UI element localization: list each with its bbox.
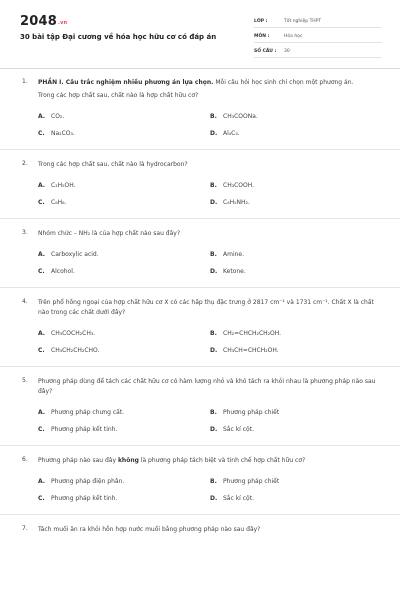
option-text: Alcohol. bbox=[51, 268, 75, 275]
meta-row-class bbox=[254, 15, 382, 28]
option-letter: A. bbox=[38, 409, 46, 416]
answer-options bbox=[38, 478, 380, 502]
question-text-post: là phương pháp tách biệt và tinh chế hợp chất hữu cơ? bbox=[138, 457, 306, 464]
option-letter: A. bbox=[38, 251, 46, 258]
option-b[interactable] bbox=[210, 182, 382, 189]
option-letter: B. bbox=[210, 113, 217, 120]
option-d[interactable] bbox=[210, 268, 382, 275]
option-text: Al₄C₃. bbox=[223, 130, 240, 137]
header-divider bbox=[0, 68, 400, 69]
option-letter: C. bbox=[38, 268, 45, 275]
question-number: 1. bbox=[22, 78, 28, 85]
option-letter: A. bbox=[38, 113, 46, 120]
logo-suffix: .vn bbox=[57, 20, 68, 26]
question-6 bbox=[0, 456, 400, 502]
question-text: Trên phổ hồng ngoại của hợp chất hữu cơ X có các hấp thụ đặc trưng ở 2817 cm⁻¹ và 1731 cm⁻¹. Chất X là chất nào trong các chất dưới đây? bbox=[38, 299, 374, 316]
option-text: Sắc kí cột. bbox=[223, 495, 254, 502]
question-list bbox=[0, 78, 400, 535]
document-meta bbox=[254, 15, 382, 60]
answer-options bbox=[38, 251, 380, 275]
question-number: 4. bbox=[22, 298, 28, 305]
option-letter: C. bbox=[38, 199, 45, 206]
question-3 bbox=[0, 229, 400, 275]
question-number: 2. bbox=[22, 160, 28, 167]
option-d[interactable] bbox=[210, 426, 382, 433]
meta-label: MÔN : bbox=[254, 33, 270, 39]
option-letter: B. bbox=[210, 409, 217, 416]
section-heading: PHẦN I. Câu trắc nghiệm nhiều phương án lựa chọn. bbox=[38, 79, 214, 86]
option-letter: C. bbox=[38, 495, 45, 502]
option-letter: C. bbox=[38, 130, 45, 137]
site-logo[interactable] bbox=[20, 14, 66, 29]
option-letter: D. bbox=[210, 268, 218, 275]
option-a[interactable] bbox=[38, 182, 210, 189]
option-text: Phương pháp kết tinh. bbox=[51, 426, 118, 433]
option-a[interactable] bbox=[38, 251, 210, 258]
option-letter: D. bbox=[210, 130, 218, 137]
option-a[interactable] bbox=[38, 478, 210, 485]
option-a[interactable] bbox=[38, 330, 210, 337]
option-d[interactable] bbox=[210, 199, 382, 206]
question-text: Nhóm chức – NH₂ là của hợp chất nào sau đây? bbox=[38, 230, 180, 237]
option-text: CH₃COONa. bbox=[223, 113, 258, 120]
question-7 bbox=[0, 525, 400, 535]
question-number: 5. bbox=[22, 377, 28, 384]
option-text: CO₂. bbox=[51, 113, 65, 120]
question-separator bbox=[0, 514, 400, 515]
question-2 bbox=[0, 160, 400, 206]
question-separator bbox=[0, 287, 400, 288]
question-separator bbox=[0, 366, 400, 367]
option-b[interactable] bbox=[210, 113, 382, 120]
section-instruction: Mỗi câu hỏi học sinh chỉ chọn một phương án. bbox=[213, 79, 354, 86]
question-text: Trong các hợp chất sau, chất nào là hydrocarbon? bbox=[38, 161, 188, 168]
option-text: C₆H₅NH₂. bbox=[223, 199, 250, 206]
question-number: 3. bbox=[22, 229, 28, 236]
option-text: Ketone. bbox=[223, 268, 246, 275]
question-separator bbox=[0, 445, 400, 446]
question-1 bbox=[0, 78, 400, 137]
option-letter: B. bbox=[210, 251, 217, 258]
question-number: 7. bbox=[22, 525, 28, 532]
option-text: CH₃CH₂CH₂CHO. bbox=[51, 347, 100, 354]
option-c[interactable] bbox=[38, 130, 210, 137]
option-b[interactable] bbox=[210, 330, 382, 337]
option-b[interactable] bbox=[210, 251, 382, 258]
option-c[interactable] bbox=[38, 347, 210, 354]
option-text: C₆H₆. bbox=[51, 199, 67, 206]
answer-options bbox=[38, 409, 380, 433]
option-text: Phương pháp chiết bbox=[223, 409, 280, 416]
question-text bbox=[38, 456, 380, 466]
option-text: C₂H₅OH. bbox=[51, 182, 76, 189]
option-letter: D. bbox=[210, 495, 218, 502]
question-4 bbox=[0, 298, 400, 354]
option-text: Phương pháp chiết bbox=[223, 478, 280, 485]
option-c[interactable] bbox=[38, 199, 210, 206]
option-text: CH₃COCH₂CH₃. bbox=[51, 330, 96, 337]
document-title: 30 bài tập Đại cương về hóa học hữu cơ có đáp án bbox=[20, 33, 217, 41]
option-letter: B. bbox=[210, 478, 217, 485]
meta-value: Tốt nghiệp THPT bbox=[284, 18, 322, 24]
answer-options bbox=[38, 113, 380, 137]
answer-options bbox=[38, 330, 380, 354]
option-a[interactable] bbox=[38, 113, 210, 120]
option-letter: B. bbox=[210, 330, 217, 337]
option-d[interactable] bbox=[210, 130, 382, 137]
option-a[interactable] bbox=[38, 409, 210, 416]
option-text: Phương pháp điện phân. bbox=[51, 478, 125, 485]
option-letter: C. bbox=[38, 426, 45, 433]
option-letter: B. bbox=[210, 182, 217, 189]
question-separator bbox=[0, 218, 400, 219]
option-text: CH₃COOH. bbox=[223, 182, 255, 189]
option-text: Phương pháp chưng cất. bbox=[51, 409, 125, 416]
option-text: Amine. bbox=[223, 251, 245, 258]
meta-value: 30 bbox=[284, 48, 290, 54]
option-text: Phương pháp kết tinh. bbox=[51, 495, 118, 502]
meta-row-subject bbox=[254, 30, 382, 43]
question-text: Trong các hợp chất sau, chất nào là hợp chất hữu cơ? bbox=[38, 92, 199, 99]
question-separator bbox=[0, 149, 400, 150]
option-letter: D. bbox=[210, 347, 218, 354]
document-header bbox=[0, 0, 400, 64]
option-d[interactable] bbox=[210, 347, 382, 354]
option-text: Carboxylic acid. bbox=[51, 251, 99, 258]
option-letter: A. bbox=[38, 330, 46, 337]
section-intro bbox=[38, 78, 380, 88]
option-text: CH₃CH=CHCH₂OH. bbox=[223, 347, 279, 354]
answer-options bbox=[38, 182, 380, 206]
option-text: Na₂CO₃. bbox=[51, 130, 75, 137]
question-text: Phương pháp dùng để tách các chất hữu cơ có hàm lượng nhỏ và khó tách ra khỏi nhau là phương pháp nào sau đây? bbox=[38, 378, 376, 395]
option-letter: C. bbox=[38, 347, 45, 354]
question-5 bbox=[0, 377, 400, 433]
option-c[interactable] bbox=[38, 268, 210, 275]
option-letter: D. bbox=[210, 426, 218, 433]
meta-row-count bbox=[254, 45, 382, 58]
question-number: 6. bbox=[22, 456, 28, 463]
option-b[interactable] bbox=[210, 409, 382, 416]
question-text-emphasis: không bbox=[117, 457, 139, 464]
option-letter: A. bbox=[38, 182, 46, 189]
logo-main: 2048 bbox=[20, 14, 57, 29]
option-c[interactable] bbox=[38, 426, 210, 433]
option-text: CH₂=CHCH₂CH₂OH. bbox=[223, 330, 282, 337]
option-letter: A. bbox=[38, 478, 46, 485]
option-text: Sắc kí cột. bbox=[223, 426, 254, 433]
meta-label: LỚP : bbox=[254, 18, 268, 24]
option-c[interactable] bbox=[38, 495, 210, 502]
meta-value: Hóa học bbox=[284, 33, 303, 39]
option-d[interactable] bbox=[210, 495, 382, 502]
option-letter: D. bbox=[210, 199, 218, 206]
option-b[interactable] bbox=[210, 478, 382, 485]
question-text-pre: Phương pháp nào sau đây bbox=[38, 457, 118, 464]
question-text: Tách muối ăn ra khỏi hỗn hợp nước muối bằng phương pháp nào sau đây? bbox=[38, 526, 261, 533]
meta-label: SỐ CÂU : bbox=[254, 48, 277, 54]
